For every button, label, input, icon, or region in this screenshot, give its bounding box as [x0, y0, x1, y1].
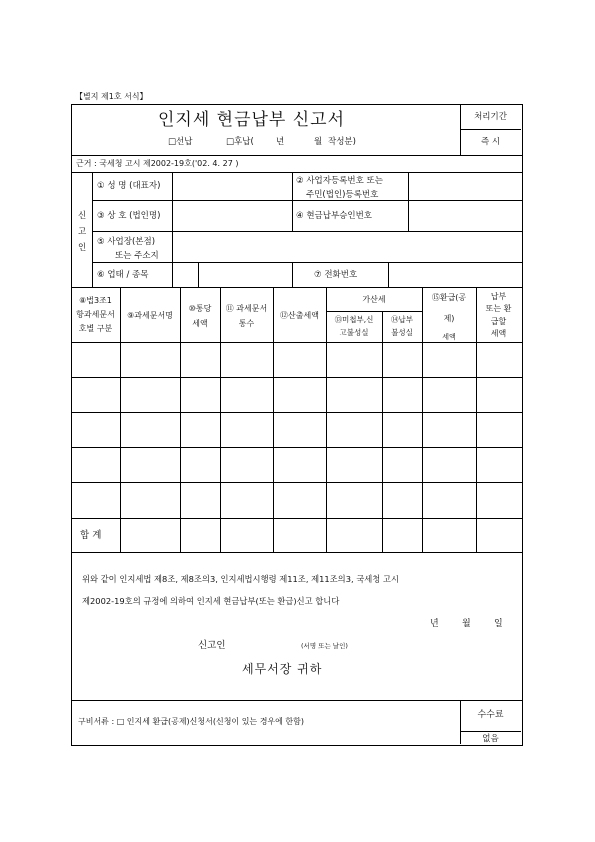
input-name[interactable]: [173, 173, 291, 199]
col9: ⑨과세문서명: [127, 311, 173, 320]
fee-value: 없음: [482, 734, 499, 744]
signer-label: 신고인: [198, 640, 226, 651]
col10-line2: 세액: [192, 319, 208, 328]
col14-line1: ⑭납부: [391, 315, 413, 324]
col16-line4: 세액: [490, 329, 507, 338]
statement-line-2: 제2002-19호의 규정에 의하여 인지세 현금납부(또는 환급)신고 합니다: [82, 596, 340, 606]
table-row[interactable]: [72, 378, 521, 411]
table-row[interactable]: [72, 343, 521, 376]
input-address[interactable]: [173, 232, 521, 261]
date-year: 년: [430, 619, 439, 629]
col15-line2: 제): [443, 314, 455, 323]
processing-period-value: 즉 시: [480, 137, 501, 147]
table-row[interactable]: [72, 483, 521, 517]
col11-line1: ⑪ 과세문서: [225, 304, 268, 313]
table-row[interactable]: [72, 448, 521, 481]
date-day: 일: [494, 619, 503, 629]
input-approval-number[interactable]: [409, 201, 521, 230]
label-name: ① 성 명 (대표자): [97, 181, 161, 191]
form-tag: 【별지 제1호 서식】: [75, 92, 148, 101]
declarant-side-3: 인: [78, 243, 87, 253]
col12: ⑫산출세액: [280, 311, 319, 320]
label-approval-number: ④ 현금납부승인번호: [296, 211, 373, 221]
declarant-side-2: 고: [78, 227, 87, 237]
label-address-1: ⑤ 사업장(본점): [97, 237, 156, 247]
table-row[interactable]: [72, 413, 521, 446]
col14-line2: 불성실: [391, 328, 413, 337]
col8-line3: 호별 구분: [78, 324, 113, 333]
signature-field[interactable]: [232, 636, 298, 654]
col-additional-tax: 가산세: [362, 295, 386, 304]
col13-line2: 고불성실: [339, 328, 369, 337]
label-company: ③ 상 호 (법인명): [97, 211, 161, 221]
col15-line3: 세액: [442, 333, 456, 341]
col11-line2: 통수: [238, 319, 255, 328]
legal-basis: 근거 : 국세청 고시 제2002-19호('02. 4. 27 ): [76, 159, 239, 168]
attachments-note: 구비서류 : □ 인지세 환급(공제)신청서(신청이 있는 경우에 한함): [78, 717, 305, 726]
label-business: ⑥ 업태 / 종목: [97, 270, 149, 280]
option-post-payment[interactable]: □후납(: [226, 137, 254, 147]
signature-note: (서명 또는 날인): [301, 642, 348, 650]
input-bizno[interactable]: [409, 173, 521, 199]
col10-line1: ⑩통당: [188, 304, 212, 313]
addressee: 세무서장 귀하: [242, 662, 323, 676]
total-label: 합 계: [80, 530, 102, 541]
input-company[interactable]: [173, 201, 291, 230]
declarant-side-1: 신: [78, 211, 87, 221]
label-phone: ⑦ 전화번호: [314, 270, 358, 280]
col8-line1: ⑧법3조1: [79, 296, 112, 305]
col16-line1: 납부: [490, 292, 507, 301]
label-bizno-2: 주민(법인)등록번호: [306, 190, 379, 200]
col8-line2: 항과세문서: [76, 310, 115, 319]
fee-header: 수수료: [477, 710, 504, 720]
form-title: 인지세 현금납부 신고서: [158, 110, 346, 130]
option-year: 년: [276, 137, 285, 147]
option-note: 작성분): [328, 137, 356, 147]
col16-line2: 또는 환: [485, 304, 512, 313]
option-month: 월: [314, 137, 323, 147]
date-month: 월: [462, 619, 471, 629]
col13-line1: ⑬미첩부,신: [334, 315, 374, 324]
option-pre-payment[interactable]: □선납: [168, 137, 193, 147]
input-business[interactable]: [199, 263, 291, 286]
processing-period-header: 처리기간: [474, 112, 507, 122]
col16-line3: 급할: [490, 317, 507, 326]
col15-line1: ⑮환급(공: [431, 293, 467, 302]
statement-line-1: 위와 같이 인지세법 제8조, 제8조의3, 인지세법시행령 제11조, 제11조의3, 국세청 고시: [82, 574, 399, 584]
input-phone[interactable]: [389, 263, 521, 286]
label-bizno-1: ② 사업자등록번호 또는: [296, 176, 383, 186]
label-address-2: 또는 주소지: [115, 251, 159, 261]
